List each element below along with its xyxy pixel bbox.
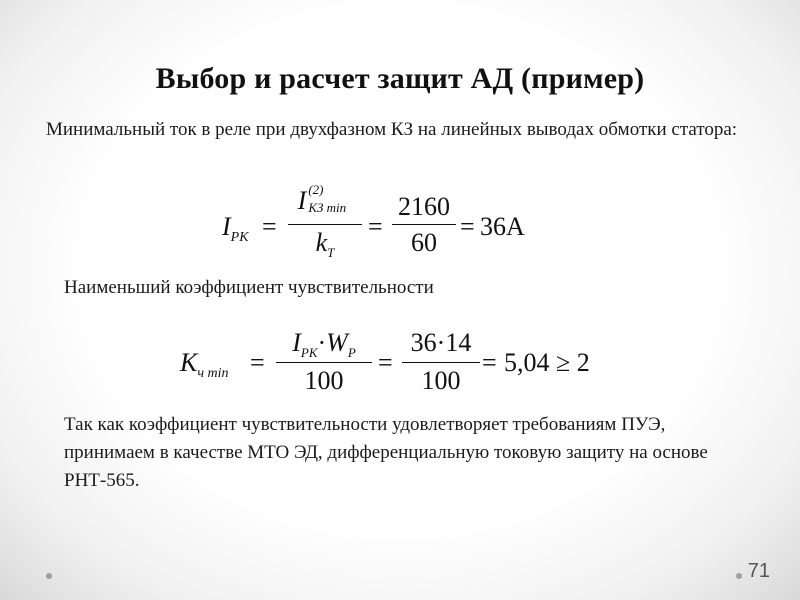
f1-num-symbol: I	[297, 186, 307, 215]
f2-num-symbol1: I	[292, 328, 301, 357]
f1-bar1	[288, 224, 362, 225]
f2-bar1	[276, 362, 372, 363]
f2-bar2	[402, 362, 480, 363]
f1-den-symbol: k	[315, 228, 328, 257]
f1-lhs-symbol: I	[222, 212, 231, 241]
paragraph-sensitivity: Наименьший коэффициент чувствительности	[64, 277, 434, 298]
f2-den2: 100	[421, 366, 461, 395]
f2-lhs-sub: ч min	[197, 366, 229, 381]
f2-den1: 100	[304, 366, 344, 395]
f1-result: 36А	[480, 212, 525, 241]
f2-num-sub1: РК	[300, 345, 318, 360]
f2-eq3: =	[482, 348, 497, 377]
f2-num-dot: ·	[317, 328, 327, 357]
f2-lhs-symbol: K	[180, 348, 198, 377]
f1-num-sub: КЗ min	[308, 200, 347, 215]
paragraph-min-current: Минимальный ток в реле при двухфазном КЗ на линейных выводах обмотки статора:	[46, 119, 738, 140]
paragraph-conclusion: Так как коэффициент чувствительности удовлетворяет требованиям ПУЭ, принимаем в качестве МТО ЭД, дифференциальную токовую защиту на основе РНТ-565.	[64, 414, 708, 491]
f1-eq1: =	[262, 212, 277, 241]
slide-title: Выбор и расчет защит АД (пример)	[155, 62, 645, 95]
f2-result: 5,04 ≥ 2	[504, 348, 590, 377]
f2-eq2: =	[378, 348, 393, 377]
f1-num-sup: (2)	[308, 182, 324, 197]
f2-num-symbol2: W	[326, 328, 348, 357]
f1-lhs-sub: РК	[230, 230, 249, 245]
footer-right-dot	[736, 573, 742, 579]
f2-num-sub2: Р	[347, 345, 356, 360]
f1-bar2	[392, 224, 456, 225]
f2-num-value: 36·14	[410, 328, 472, 357]
f1-eq2: =	[368, 212, 383, 241]
f1-den-sub: Т	[327, 245, 335, 260]
f1-den-value: 60	[411, 228, 437, 257]
footer-left-dot	[46, 573, 52, 579]
f1-num-value: 2160	[398, 192, 450, 221]
formula-relay-current	[222, 182, 525, 266]
f2-eq1: =	[250, 348, 265, 377]
f1-eq3: =	[460, 212, 475, 241]
page-number: 71	[747, 560, 770, 582]
formula-sensitivity	[180, 326, 610, 400]
